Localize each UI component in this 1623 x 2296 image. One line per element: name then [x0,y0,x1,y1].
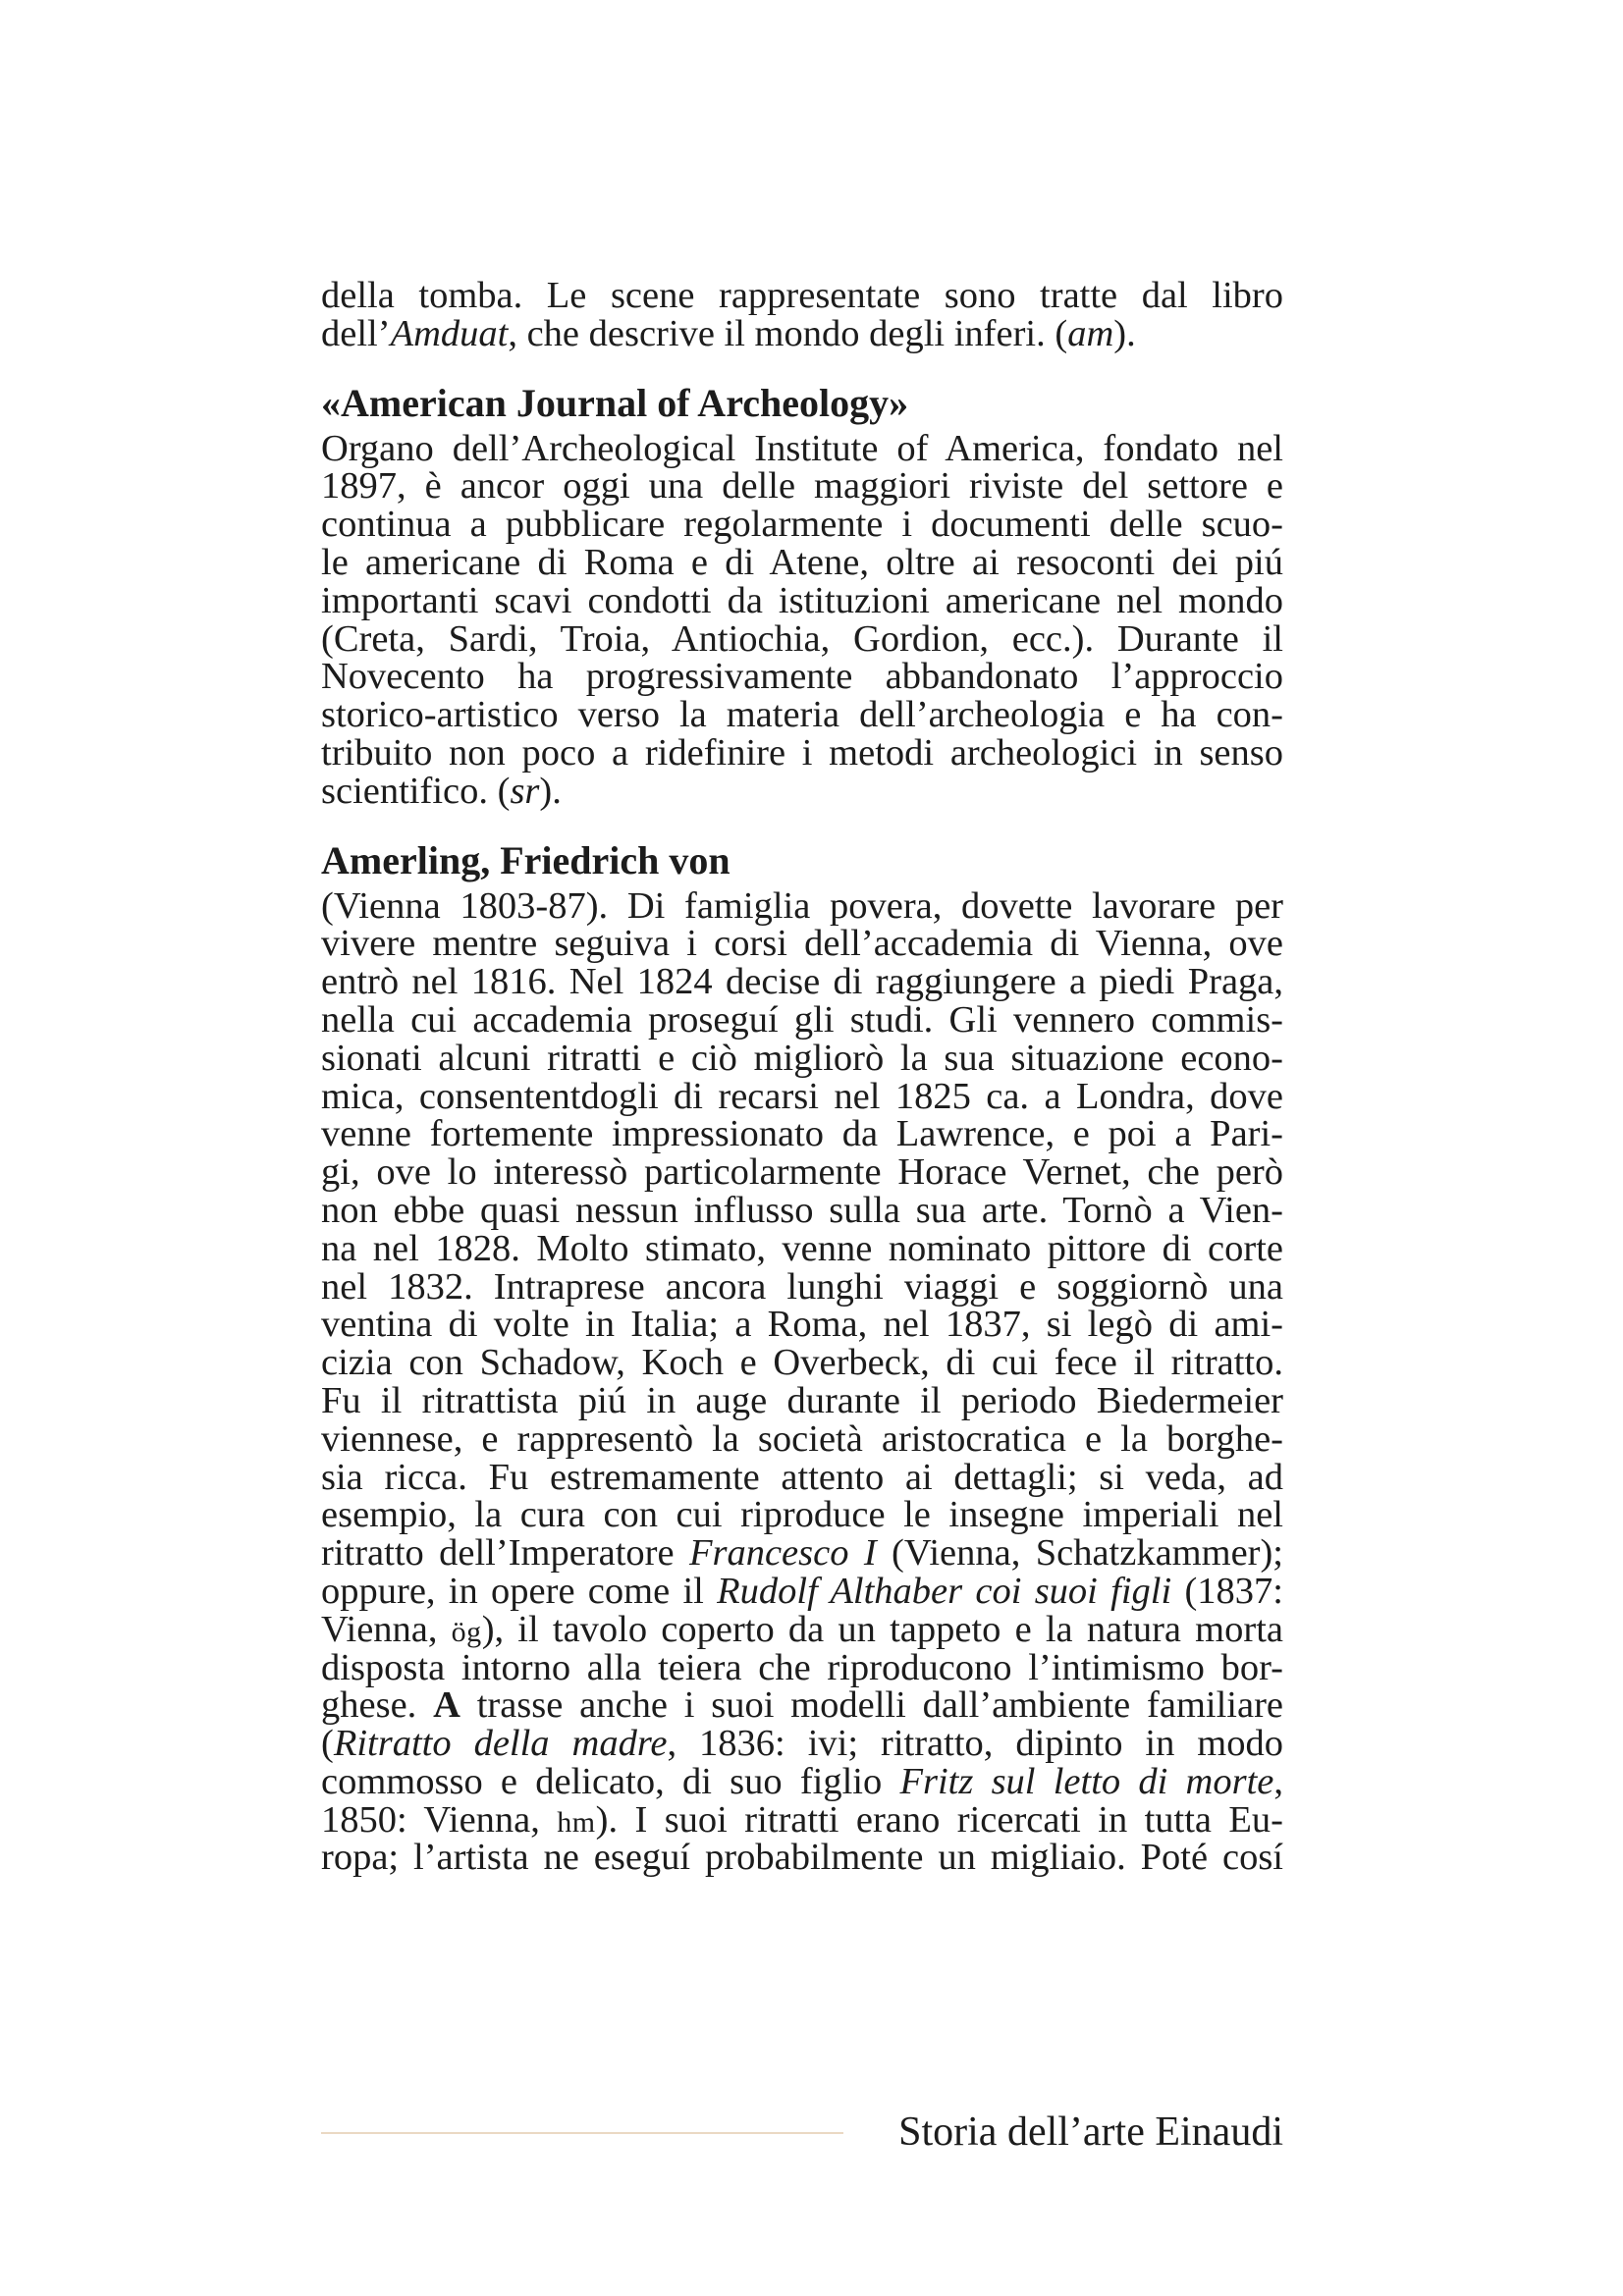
text-line: oppure, in opere come il Rudolf Althaber coi suoi figli (1837: [321,1570,1283,1612]
text-line: ghese. A trasse anche i suoi modelli dall’ambiente familiare [321,1684,1283,1727]
text-line: gi, ove lo interessò particolarmente Horace Vernet, che però [321,1151,1283,1194]
text-line: mica, consententdogli di recarsi nel 1825 ca. a Londra, dove [321,1075,1283,1117]
text-line: esempio, la cura con cui riproduce le insegne imperiali nel [321,1494,1283,1536]
author-initials: am [1067,312,1114,354]
page-footer [321,2109,1283,2156]
text-line: viennese, e rappresentò la società aristocratica e la borghe- [321,1417,1283,1460]
text-line: ritratto dell’Imperatore Francesco I (Vienna, Schatzkammer); [321,1532,1283,1575]
text-line: della tomba. Le scene rappresentate sono tratte dal libro [321,275,1283,316]
footer-title: Storia dell’arte Einaudi [898,2109,1283,2155]
text-line: le americane di Roma e di Atene, oltre ai resoconti dei piú [321,541,1283,583]
text-line: non ebbe quasi nessun influsso sulla sua arte. Tornò a Vien- [321,1189,1283,1231]
author-initials: sr [510,770,540,812]
entry-abbrev: A [433,1684,460,1727]
text-line: dell’Amduat, che descrive il mondo degli inferi. (am). [321,312,1136,354]
text-line: Organo dell’Archeological Institute of America, fondato nel [321,427,1283,469]
italic-title: Francesco I [688,1532,877,1575]
text-line: sia ricca. Fu estremamente attento ai dettagli; si veda, ad [321,1456,1283,1498]
museum-abbrev: hm [557,1805,596,1839]
footer-divider [321,2132,843,2134]
text-line: continua a pubblicare regolarmente i documenti delle scuo- [321,504,1283,546]
text-line: cizia con Schadow, Koch e Overbeck, di cui fece il ritratto. [321,1342,1283,1384]
text-line: entrò nel 1816. Nel 1824 decise di raggiungere a piedi Praga, [321,961,1283,1003]
entry-heading: Amerling, Friedrich von [321,837,730,882]
text-line: storico-artistico verso la materia dell’archeologia e ha con- [321,694,1283,736]
italic-title: Rudolf Althaber coi suoi figli [717,1570,1172,1612]
italic-title: Amduat [390,312,509,354]
text-line: venne fortemente impressionato da Lawrence, e poi a Pari- [321,1113,1283,1155]
text-line: Vienna, ög), il tavolo coperto da un tappeto e la natura morta [321,1608,1283,1650]
text-line: na nel 1828. Molto stimato, venne nominato pittore di corte [321,1227,1283,1269]
text-line: disposta intorno alla teiera che riproducono l’intimismo bor- [321,1646,1283,1688]
text-line: tribuito non poco a ridefinire i metodi archeologici in senso [321,731,1283,774]
text-line: nel 1832. Intraprese ancora lunghi viaggi e soggiornò una [321,1265,1283,1308]
italic-title: Fritz sul letto di morte [899,1760,1274,1802]
text-line: 1850: Vienna, hm). I suoi ritratti erano ricercati in tutta Eu- [321,1798,1283,1841]
entry-body [321,884,1283,1879]
text-line: (Vienna 1803-87). Di famiglia povera, dovette lavorare per [321,884,1283,927]
text-line: 1897, è ancor oggi una delle maggiori riviste del settore e [321,465,1283,507]
text-line: commosso e delicato, di suo figlio Fritz sul letto di morte, [321,1760,1283,1802]
entry-heading: «American Journal of Archeology» [321,380,909,425]
italic-title: Ritratto della madre [333,1723,668,1765]
text-line: scientifico. (sr). [321,770,562,812]
museum-abbrev: ög [451,1615,482,1648]
text-line: (Ritratto della madre, 1836: ivi; ritratto, dipinto in modo [321,1723,1283,1765]
text-line: importanti scavi condotti da istituzioni americane nel mondo [321,579,1283,621]
text-line: ropa; l’artista ne eseguí probabilmente un migliaio. Poté cosí [321,1837,1283,1879]
text-line: ventina di volte in Italia; a Roma, nel 1837, si legò di ami- [321,1304,1283,1346]
text-line: Novecento ha progressivamente abbandonato l’approccio [321,656,1283,698]
entry-body [321,427,1283,812]
page-body [321,277,1283,1877]
text-line: sionati alcuni ritratti e ciò migliorò la sua situazione econo- [321,1037,1283,1079]
text-line: vivere mentre seguiva i corsi dell’accademia di Vienna, ove [321,923,1283,965]
text-line: nella cui accademia proseguí gli studi. Gli vennero commis- [321,998,1283,1041]
text-line: Fu il ritrattista piú in auge durante il periodo Biedermeier [321,1379,1283,1421]
text-line: (Creta, Sardi, Troia, Antiochia, Gordion, ecc.). Durante il [321,617,1283,660]
